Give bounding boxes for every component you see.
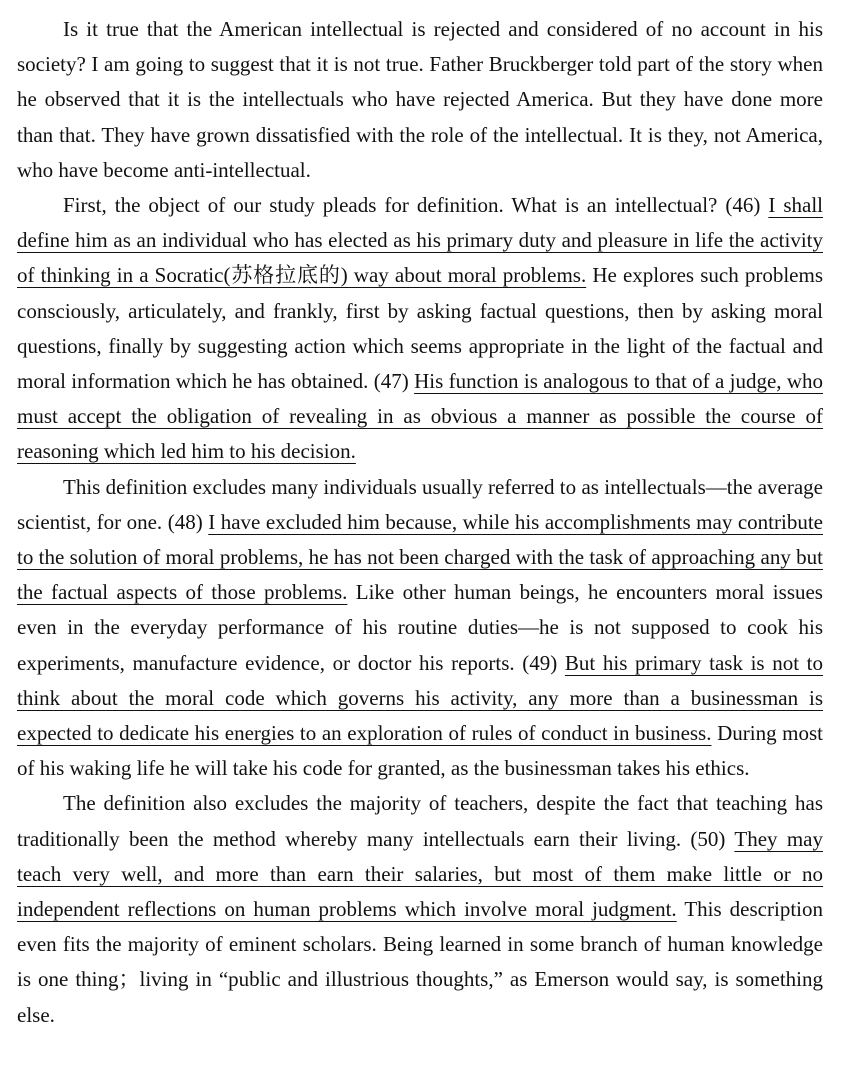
underlined-sentence-49: But his primary task is not to think about the moral code which governs his activity, any more than a businessman is expected to dedicate his energies to an exploration of rules of conduct in business. [17, 650, 823, 746]
underlined-sentence-46: I shall define him as an individual who has elected as his primary duty and pleasure in life the activity of thinking in a Socratic(苏格拉底的) way about moral problems. [17, 193, 824, 288]
text-segment: First, the object of our study pleads for definition. What is an intellectual? (46) [63, 193, 769, 218]
text-segment: He explores such problems consciously, articulately, and frankly, first by asking factual questions, then by asking moral questions, finally by suggesting action which seems appropriate in the light of the factual and moral information which he has obtained. (47) [17, 263, 823, 394]
text-segment: This description even fits the majority of eminent scholars. Being learned in some branch of human knowledge is one thing；living in “public and illustrious thoughts,” as Emerson would say, is something else. [17, 897, 823, 1027]
paragraph-1 [17, 12, 823, 188]
text-segment: During most of his waking life he will take his code for granted, as the businessman takes his ethics. [17, 721, 823, 781]
paragraph-4 [17, 786, 823, 1032]
paragraph-3 [17, 470, 823, 787]
underlined-sentence-48: I have excluded him because, while his accomplishments may contribute to the solution of moral problems, he has not been charged with the task of approaching any but the factual aspects of those problems. [17, 509, 823, 605]
text-segment: This definition excludes many individuals usually referred to as intellectuals—the average scientist, for one. (48) [17, 474, 823, 534]
underlined-sentence-47: His function is analogous to that of a judge, who must accept the obligation of revealing in as obvious a manner as possible the course of reasoning which led him to his decision. [17, 369, 823, 464]
underlined-sentence-50: They may teach very well, and more than earn their salaries, but most of them make little or no independent reflections on human problems which involve moral judgment. [17, 826, 824, 922]
text-segment: The definition also excludes the majority of teachers, despite the fact that teaching has traditionally been the method whereby many intellectuals earn their living. (50) [17, 791, 823, 851]
text-segment: Like other human beings, he encounters moral issues even in the everyday performance of his routine duties—he is not supposed to cook his experiments, manufacture evidence, or doctor his reports. (49) [17, 580, 823, 675]
paragraph-2 [17, 188, 823, 470]
text-segment: Is it true that the American intellectual is rejected and considered of no account in his society? I am going to suggest that it is not true. Father Bruckberger told part of the story when he observed that it is the intellectuals who have rejected America. But they have done more than that. They have grown dissatisfied with the role of the intellectual. It is they, not America, who have become anti-intellectual. [17, 17, 823, 182]
